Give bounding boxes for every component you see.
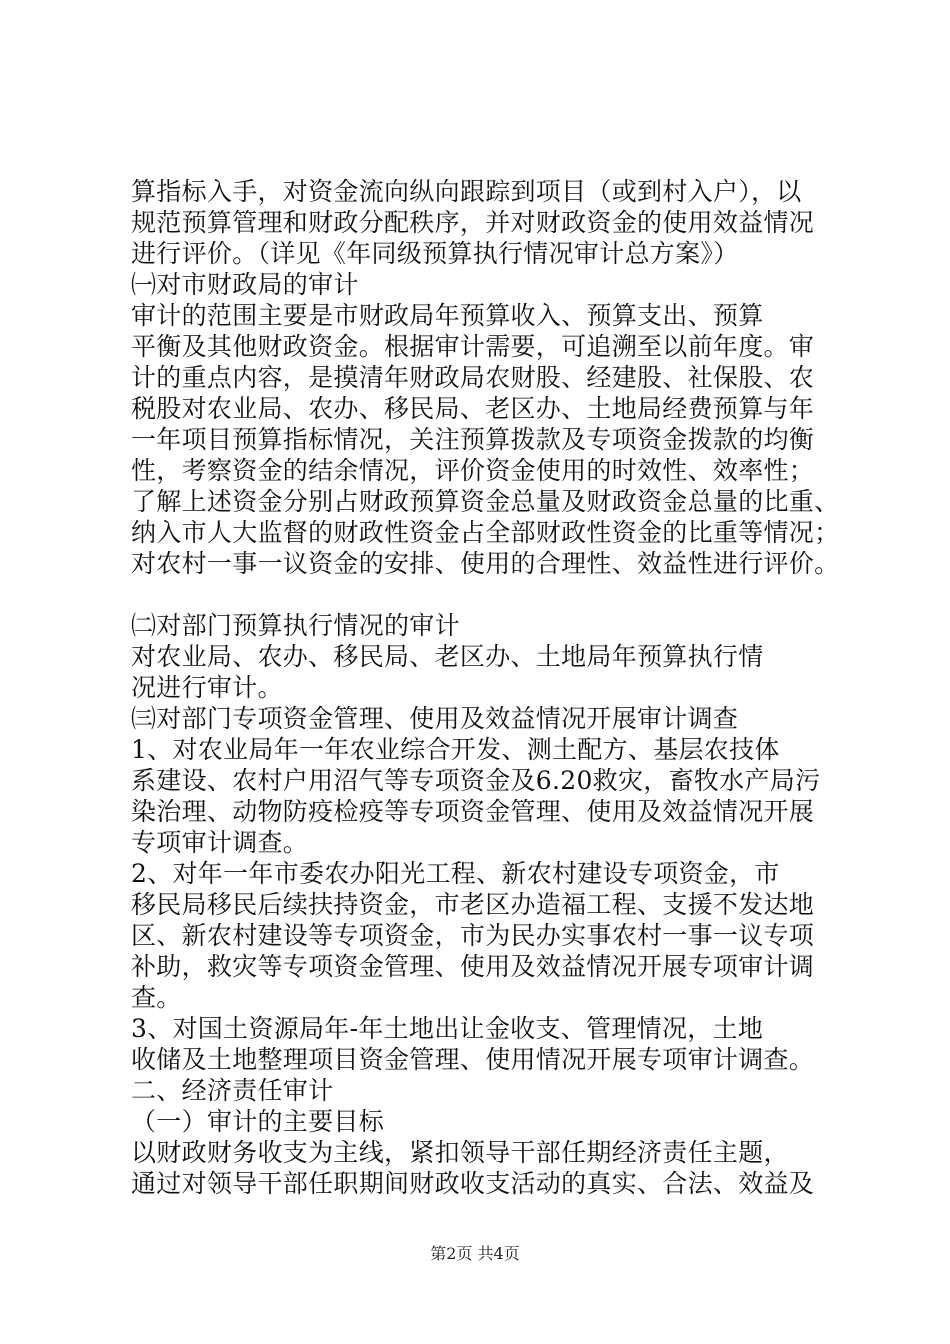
text-line: 计的重点内容，是摸清年财政局农财股、经建股、社保股、农 [131, 363, 815, 392]
paragraph-gap [131, 579, 831, 610]
text-line: 了解上述资金分别占财政预算资金总量及财政资金总量的比重、 [131, 487, 840, 516]
text-line: 通过对领导干部任职期间财政收支活动的真实、合法、效益及 [131, 1169, 815, 1198]
text-line: 性，考察资金的结余情况，评价资金使用的时效性、效率性； [131, 456, 815, 485]
text-line: 税股对农业局、农办、移民局、老区办、土地局经费预算与年 [131, 394, 815, 423]
text-line: 进行评价。（详见《年同级预算执行情况审计总方案》） [131, 239, 739, 268]
text-line: 移民局移民后续扶持资金，市老区办造福工程、支援不发达地 [131, 890, 815, 919]
text-line: 一年项目预算指标情况，关注预算拨款及专项资金拨款的均衡 [131, 425, 815, 454]
text-line: 区、新农村建设等专项资金，市为民办实事农村一事一议专项 [131, 921, 815, 950]
section-heading: （一）审计的主要目标 [131, 1107, 385, 1136]
section-heading: 二、经济责任审计 [131, 1076, 334, 1105]
section-heading: ㈠对市财政局的审计 [131, 270, 359, 299]
text-line: 以财政财务收支为主线，紧扣领导干部任期经济责任主题， [131, 1138, 789, 1167]
text-line: 审计的范围主要是市财政局年预算收入、预算支出、预算 [131, 301, 764, 330]
text-line: 1、对农业局年一年农业综合开发、测土配方、基层农技体 [131, 735, 780, 764]
section-heading: ㈡对部门预算执行情况的审计 [131, 611, 460, 640]
text-line: 纳入市人大监督的财政性资金占全部财政性资金的比重等情况； [131, 518, 840, 547]
text-line: 对农业局、农办、移民局、老区办、土地局年预算执行情 [131, 642, 764, 671]
page-number-footer: 第2页 共4页 [430, 1244, 520, 1263]
text-line: 系建设、农村户用沼气等专项资金及6.20救灾，畜牧水产局污 [131, 766, 821, 795]
text-line: 查。 [131, 983, 182, 1012]
text-line: 对农村一事一议资金的安排、使用的合理性、效益性进行评价。 [131, 549, 840, 578]
text-line: 染治理、动物防疫检疫等专项资金管理、使用及效益情况开展 [131, 797, 815, 826]
section-heading: ㈢对部门专项资金管理、使用及效益情况开展审计调查 [131, 704, 739, 733]
text-line: 专项审计调查。 [131, 828, 309, 857]
text-line: 2、对年一年市委农办阳光工程、新农村建设专项资金，市 [131, 859, 780, 888]
text-line: 补助，救灾等专项资金管理、使用及效益情况开展专项审计调 [131, 952, 815, 981]
text-line: 收储及土地整理项目资金管理、使用情况开展专项审计调查。 [131, 1045, 815, 1074]
document-body [131, 176, 840, 1199]
text-line: 3、对国土资源局年-年土地出让金收支、管理情况，土地 [131, 1014, 764, 1043]
text-line: 况进行审计。 [131, 673, 283, 702]
text-line: 算指标入手，对资金流向纵向跟踪到项目（或到村入户），以 [131, 177, 802, 206]
text-line: 规范预算管理和财政分配秩序，并对财政资金的使用效益情况 [131, 208, 815, 237]
text-line: 平衡及其他财政资金。根据审计需要，可追溯至以前年度。审 [131, 332, 815, 361]
